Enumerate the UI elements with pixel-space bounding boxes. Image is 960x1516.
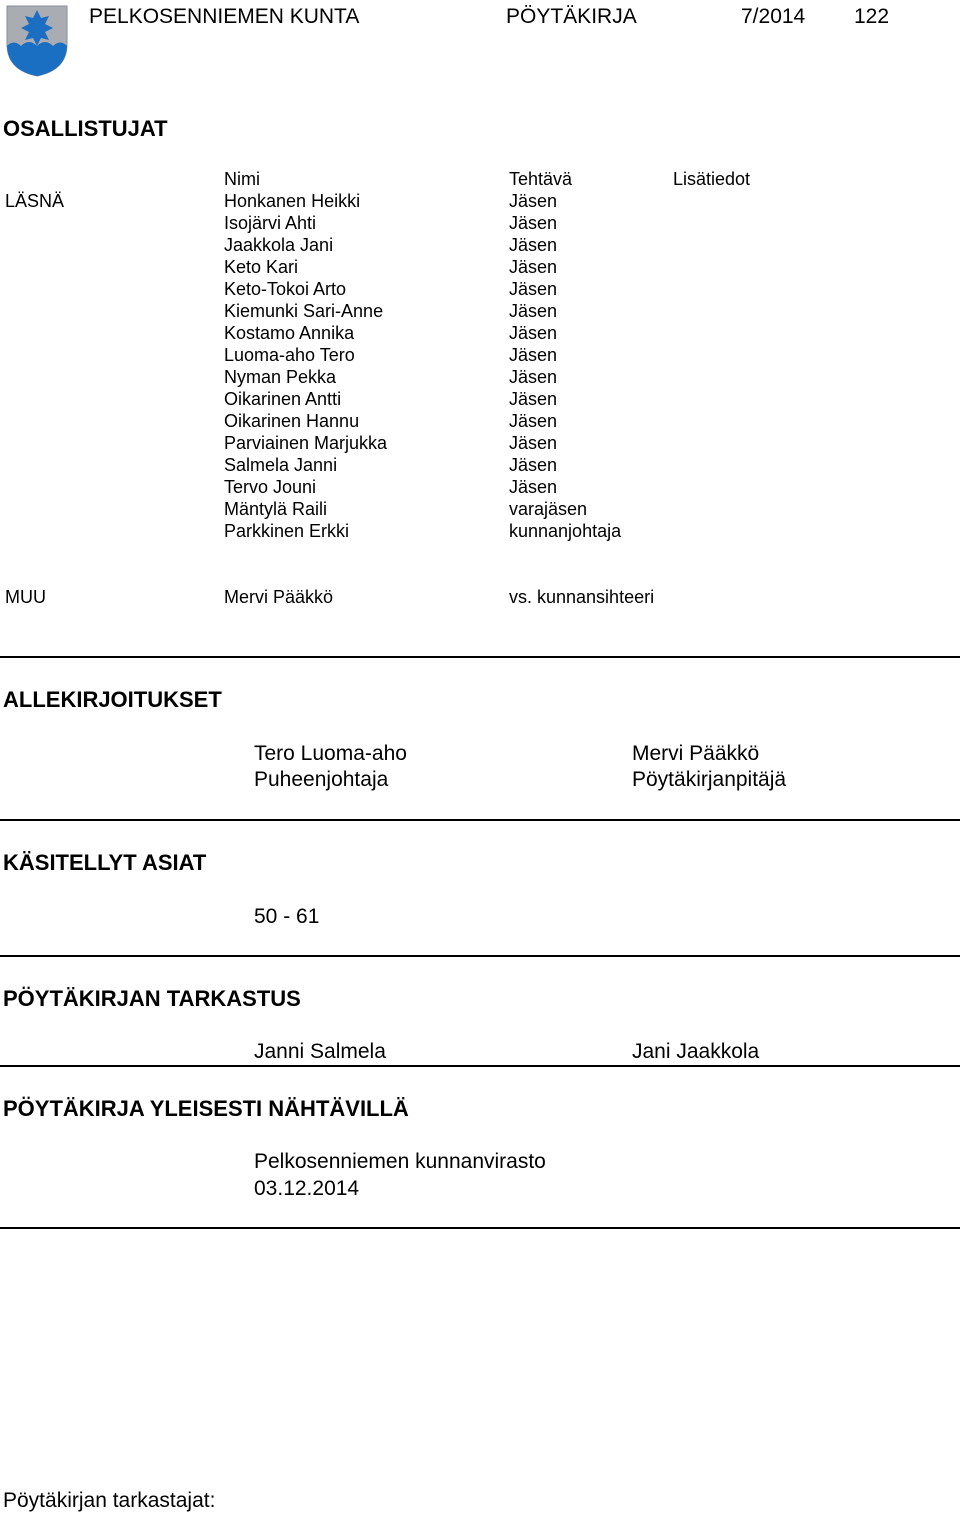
- chair-role: Puheenjohtaja: [254, 768, 389, 791]
- member-role: kunnanjohtaja: [509, 521, 622, 541]
- other-role: vs. kunnansihteeri: [509, 587, 655, 607]
- member-name: Oikarinen Hannu: [224, 411, 360, 431]
- secretary-name: Mervi Pääkkö: [632, 742, 760, 765]
- member-role: Jäsen: [509, 191, 558, 211]
- secretary-role: Pöytäkirjanpitäjä: [632, 768, 787, 791]
- member-role: Jäsen: [509, 279, 558, 299]
- member-role-list: [509, 190, 621, 542]
- member-role: Jäsen: [509, 433, 558, 453]
- member-role: Jäsen: [509, 389, 558, 409]
- items-heading: KÄSITELLYT ASIAT: [3, 850, 207, 875]
- column-header-info: Lisätiedot: [673, 169, 751, 189]
- member-name: Isojärvi Ahti: [224, 213, 317, 233]
- divider: [0, 1227, 960, 1229]
- member-role: Jäsen: [509, 345, 558, 365]
- member-role: Jäsen: [509, 367, 558, 387]
- member-name-list: [224, 190, 387, 542]
- reviewer-1: Janni Salmela: [254, 1040, 386, 1063]
- member-role: Jäsen: [509, 455, 558, 475]
- member-role: Jäsen: [509, 323, 558, 343]
- divider: [0, 955, 960, 957]
- member-name: Parkkinen Erkki: [224, 521, 350, 541]
- participants-heading: OSALLISTUJAT: [3, 116, 168, 141]
- member-name: Kiemunki Sari-Anne: [224, 301, 384, 321]
- coat-of-arms-icon: [5, 4, 69, 78]
- present-label: LÄSNÄ: [5, 191, 65, 211]
- column-header-name: Nimi: [224, 169, 260, 189]
- member-name: Honkanen Heikki: [224, 191, 361, 211]
- municipality-name: PELKOSENNIEMEN KUNTA: [89, 5, 360, 28]
- member-name: Keto Kari: [224, 257, 299, 277]
- member-role: Jäsen: [509, 411, 558, 431]
- member-name: Mäntylä Raili: [224, 499, 328, 519]
- member-name: Parviainen Marjukka: [224, 433, 388, 453]
- member-name: Jaakkola Jani: [224, 235, 334, 255]
- member-name: Kostamo Annika: [224, 323, 355, 343]
- other-name: Mervi Pääkkö: [224, 587, 334, 607]
- document-type: PÖYTÄKIRJA: [506, 5, 637, 28]
- public-date: 03.12.2014: [254, 1177, 360, 1200]
- items-range: 50 - 61: [254, 905, 320, 928]
- member-name: Salmela Janni: [224, 455, 338, 475]
- member-role: Jäsen: [509, 235, 558, 255]
- public-heading: PÖYTÄKIRJA YLEISESTI NÄHTÄVILLÄ: [3, 1096, 409, 1121]
- reviewer-2: Jani Jaakkola: [632, 1040, 760, 1063]
- divider: [0, 656, 960, 658]
- column-header-role: Tehtävä: [509, 169, 573, 189]
- member-role: Jäsen: [509, 257, 558, 277]
- member-name: Luoma-aho Tero: [224, 345, 355, 365]
- public-place: Pelkosenniemen kunnanvirasto: [254, 1150, 546, 1173]
- member-name: Oikarinen Antti: [224, 389, 342, 409]
- signatures-heading: ALLEKIRJOITUKSET: [3, 687, 222, 712]
- meeting-number: 7/2014: [741, 5, 806, 28]
- divider: [0, 819, 960, 821]
- other-label: MUU: [5, 587, 46, 607]
- reviewers-footer-label: Pöytäkirjan tarkastajat:: [3, 1489, 216, 1512]
- member-role: Jäsen: [509, 213, 558, 233]
- review-heading: PÖYTÄKIRJAN TARKASTUS: [3, 986, 301, 1011]
- member-name: Tervo Jouni: [224, 477, 317, 497]
- member-role: Jäsen: [509, 477, 558, 497]
- member-role: varajäsen: [509, 499, 588, 519]
- page-number: 122: [854, 5, 890, 28]
- member-role: Jäsen: [509, 301, 558, 321]
- member-name: Keto-Tokoi Arto: [224, 279, 347, 299]
- member-name: Nyman Pekka: [224, 367, 337, 387]
- chair-name: Tero Luoma-aho: [254, 742, 407, 765]
- divider: [0, 1065, 960, 1067]
